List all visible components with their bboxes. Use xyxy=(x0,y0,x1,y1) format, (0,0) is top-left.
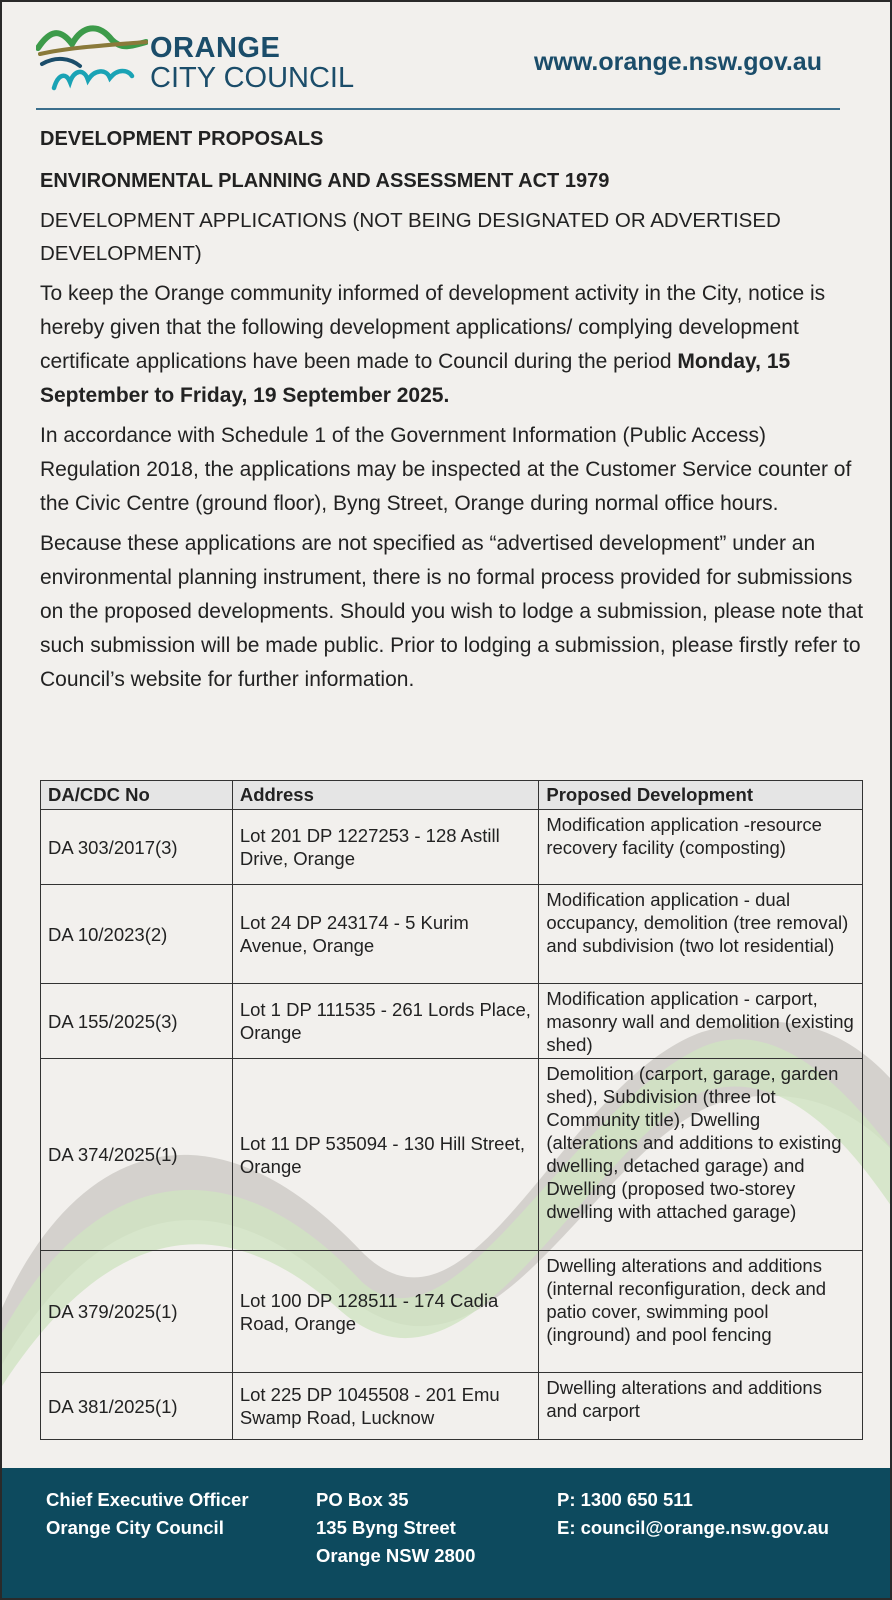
table-row xyxy=(41,1373,863,1440)
heading-ep-and-a-act: ENVIRONMENTAL PLANNING AND ASSESSMENT ACT 1979 xyxy=(40,170,610,192)
cell-address: Lot 201 DP 1227253 - 128 Astill Drive, Orange xyxy=(232,810,539,885)
footer-email[interactable]: E: council@orange.nsw.gov.au xyxy=(557,1517,829,1538)
cell-da-number: DA 303/2017(3) xyxy=(41,810,233,885)
column-header-address: Address xyxy=(232,781,539,810)
footer-council-name: Orange City Council xyxy=(46,1517,224,1538)
cell-proposed-development: Modification application - dual occupancy, demolition (tree removal) and subdivision (two lot residential) xyxy=(539,885,863,984)
column-header-proposed-development: Proposed Development xyxy=(539,781,863,810)
table-row xyxy=(41,1059,863,1251)
footer-ceo-block xyxy=(46,1486,249,1542)
cell-proposed-development: Dwelling alterations and additions (internal reconfiguration, deck and patio cover, swimming pool (inground) and pool fencing xyxy=(539,1251,863,1373)
cell-address: Lot 225 DP 1045508 - 201 Emu Swamp Road, Lucknow xyxy=(232,1373,539,1440)
logo-line-orange: ORANGE xyxy=(150,32,281,64)
footer-phone[interactable]: P: 1300 650 511 xyxy=(557,1489,693,1510)
header-divider xyxy=(36,108,840,110)
heading-development-proposals: DEVELOPMENT PROPOSALS xyxy=(40,128,324,150)
logo-line-city-council: CITY COUNCIL xyxy=(150,62,355,94)
cell-da-number: DA 381/2025(1) xyxy=(41,1373,233,1440)
cell-address: Lot 100 DP 128511 - 174 Cadia Road, Orange xyxy=(232,1251,539,1373)
header xyxy=(36,20,840,110)
cell-proposed-development: Demolition (carport, garage, garden shed), Subdivision (three lot Community title), Dwelling (alterations and additions to existing dwelling, detached garage) and Dwelling (proposed two-storey dwelling with attached garage) xyxy=(539,1059,863,1251)
paragraph-submissions: Because these applications are not specified as “advertised development” under an environmental planning instrument, there is no formal process provided for submissions on the proposed developments. Should you wish to lodge a submission, please note that such submission will be made public. Prior to lodging a submission, please firstly refer to Council’s website for further information. xyxy=(40,532,864,691)
cell-proposed-development: Modification application - carport, masonry wall and demolition (existing shed) xyxy=(539,984,863,1059)
notice-body xyxy=(40,124,866,703)
orange-city-council-logo-icon xyxy=(36,20,148,102)
applications-table xyxy=(40,780,863,1440)
table-row xyxy=(41,810,863,885)
cell-address: Lot 1 DP 111535 - 261 Lords Place, Orange xyxy=(232,984,539,1059)
logo-wordmark xyxy=(150,34,354,93)
cell-proposed-development: Modification application -resource recovery facility (composting) xyxy=(539,810,863,885)
paragraph-inspection: In accordance with Schedule 1 of the Government Information (Public Access) Regulation 2018, the applications may be inspected at the Customer Service counter of the Civic Centre (ground floor), Byng Street, Orange during normal office hours. xyxy=(40,424,852,515)
footer-contact-band xyxy=(2,1468,892,1600)
cell-address: Lot 11 DP 535094 - 130 Hill Street, Orange xyxy=(232,1059,539,1251)
cell-address: Lot 24 DP 243174 - 5 Kurim Avenue, Orange xyxy=(232,885,539,984)
table-row xyxy=(41,1251,863,1373)
footer-ceo-title: Chief Executive Officer xyxy=(46,1489,249,1510)
cell-da-number: DA 379/2025(1) xyxy=(41,1251,233,1373)
column-header-da-cdc-no: DA/CDC No xyxy=(41,781,233,810)
footer-suburb: Orange NSW 2800 xyxy=(316,1545,476,1566)
table-row xyxy=(41,984,863,1059)
paragraph-intro xyxy=(40,277,866,413)
cell-proposed-development: Dwelling alterations and additions and carport xyxy=(539,1373,863,1440)
cell-da-number: DA 10/2023(2) xyxy=(41,885,233,984)
paragraph-intro-text: To keep the Orange community informed of development activity in the City, notice is hereby given that the following development applications/ complying development certificate applications have been made to Council during the period xyxy=(40,282,826,373)
website-url[interactable]: www.orange.nsw.gov.au xyxy=(533,48,822,76)
footer-postal-address xyxy=(316,1486,475,1570)
footer-street: 135 Byng Street xyxy=(316,1517,456,1538)
heading-development-applications: DEVELOPMENT APPLICATIONS (NOT BEING DESIGNATED OR ADVERTISED DEVELOPMENT) xyxy=(40,209,781,265)
cell-da-number: DA 155/2025(3) xyxy=(41,984,233,1059)
notice-period: Monday, 15 September to Friday, 19 September 2025. xyxy=(40,350,791,407)
footer-contact-details xyxy=(557,1486,829,1542)
cell-da-number: DA 374/2025(1) xyxy=(41,1059,233,1251)
table-header-row xyxy=(41,781,863,810)
footer-po-box: PO Box 35 xyxy=(316,1489,409,1510)
table-row xyxy=(41,885,863,984)
